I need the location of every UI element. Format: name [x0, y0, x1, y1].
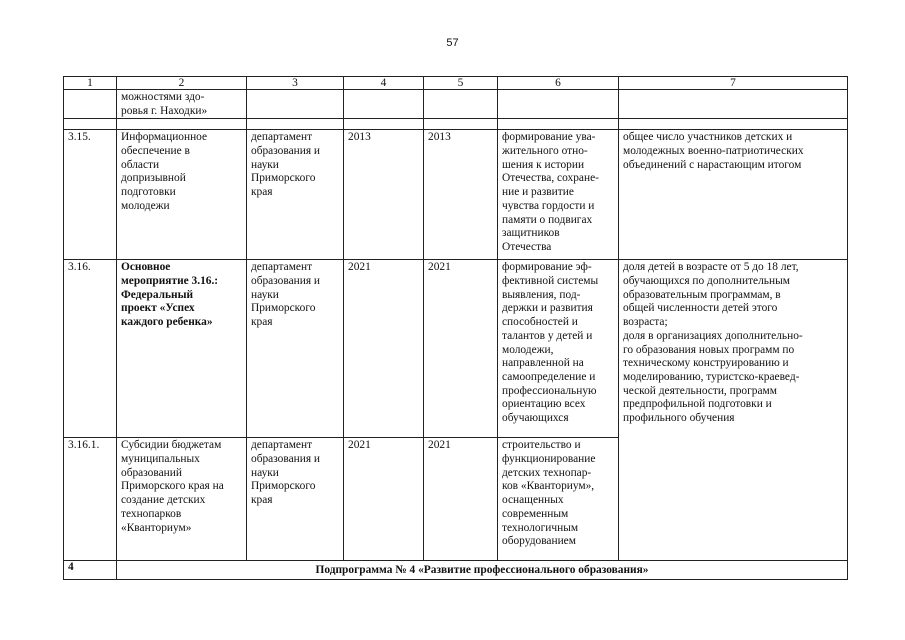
start-year: 2021: [344, 438, 424, 561]
page-number: 57: [446, 37, 459, 49]
expected-result: формирование ува- жительного отно- шения к истории Отечества, сохране- ние и развитие чувства гордости и памяти о подвигах защитников Отечества: [498, 130, 619, 260]
executor: департамент образования и науки Приморского края: [247, 260, 344, 438]
table-row-3-15: [64, 130, 848, 260]
col-header-4: 4: [344, 77, 424, 90]
col-header-7: 7: [619, 77, 848, 90]
start-year: 2021: [344, 260, 424, 438]
end-year: 2021: [424, 260, 498, 438]
col-header-1: 1: [64, 77, 117, 90]
activity-name: Субсидии бюджетам муниципальных образований Приморского края на создание детских технопарков «Кванториум»: [117, 438, 247, 561]
end-year: 2021: [424, 438, 498, 561]
col-header-5: 5: [424, 77, 498, 90]
expected-result: формирование эф- фективной системы выявления, под- держки и развития способностей и талантов у детей и молодежи, направленной на самоопределение и профессиональную ориентацию всех обучающихся: [498, 260, 619, 438]
subprogram-row: [64, 561, 848, 580]
program-activities-table: [63, 76, 848, 580]
table-row-continuation: [64, 90, 848, 119]
indicator: доля детей в возрасте от 5 до 18 лет, обучающихся по дополнительным образовательным программам, в общей численности детей этого возраста; доля в организациях дополнительно- го образования новых программ по техническому конструированию и моделированию, туристско-краевед- ческой деятельности, программ предпрофильной подготовки и профильного обучения: [619, 260, 848, 561]
executor: департамент образования и науки Приморского края: [247, 438, 344, 561]
column-number-header-row: [64, 77, 848, 90]
subprogram-title: Подпрограмма № 4 «Развитие профессионального образования»: [117, 561, 848, 580]
row-number: 3.16.: [64, 260, 117, 438]
end-year: 2013: [424, 130, 498, 260]
row-number: 3.15.: [64, 130, 117, 260]
indicator: общее число участников детских и молодежных военно-патриотических объединений с нарастающим итогом: [619, 130, 848, 260]
col-header-2: 2: [117, 77, 247, 90]
activity-name: Информационное обеспечение в области допризывной подготовки молодежи: [117, 130, 247, 260]
col-header-3: 3: [247, 77, 344, 90]
expected-result: строительство и функционирование детских технопар- ков «Кванториум», оснащенных современным технологичным оборудованием: [498, 438, 619, 561]
continuation-name-cell: можностями здо- ровья г. Находки»: [117, 90, 247, 119]
subprogram-number: 4: [64, 561, 117, 580]
row-number: 3.16.1.: [64, 438, 117, 561]
executor: департамент образования и науки Приморского края: [247, 130, 344, 260]
start-year: 2013: [344, 130, 424, 260]
table-row-3-16: [64, 260, 848, 438]
col-header-6: 6: [498, 77, 619, 90]
activity-name: Основное мероприятие 3.16.: Федеральный проект «Успех каждого ребенка»: [117, 260, 247, 438]
